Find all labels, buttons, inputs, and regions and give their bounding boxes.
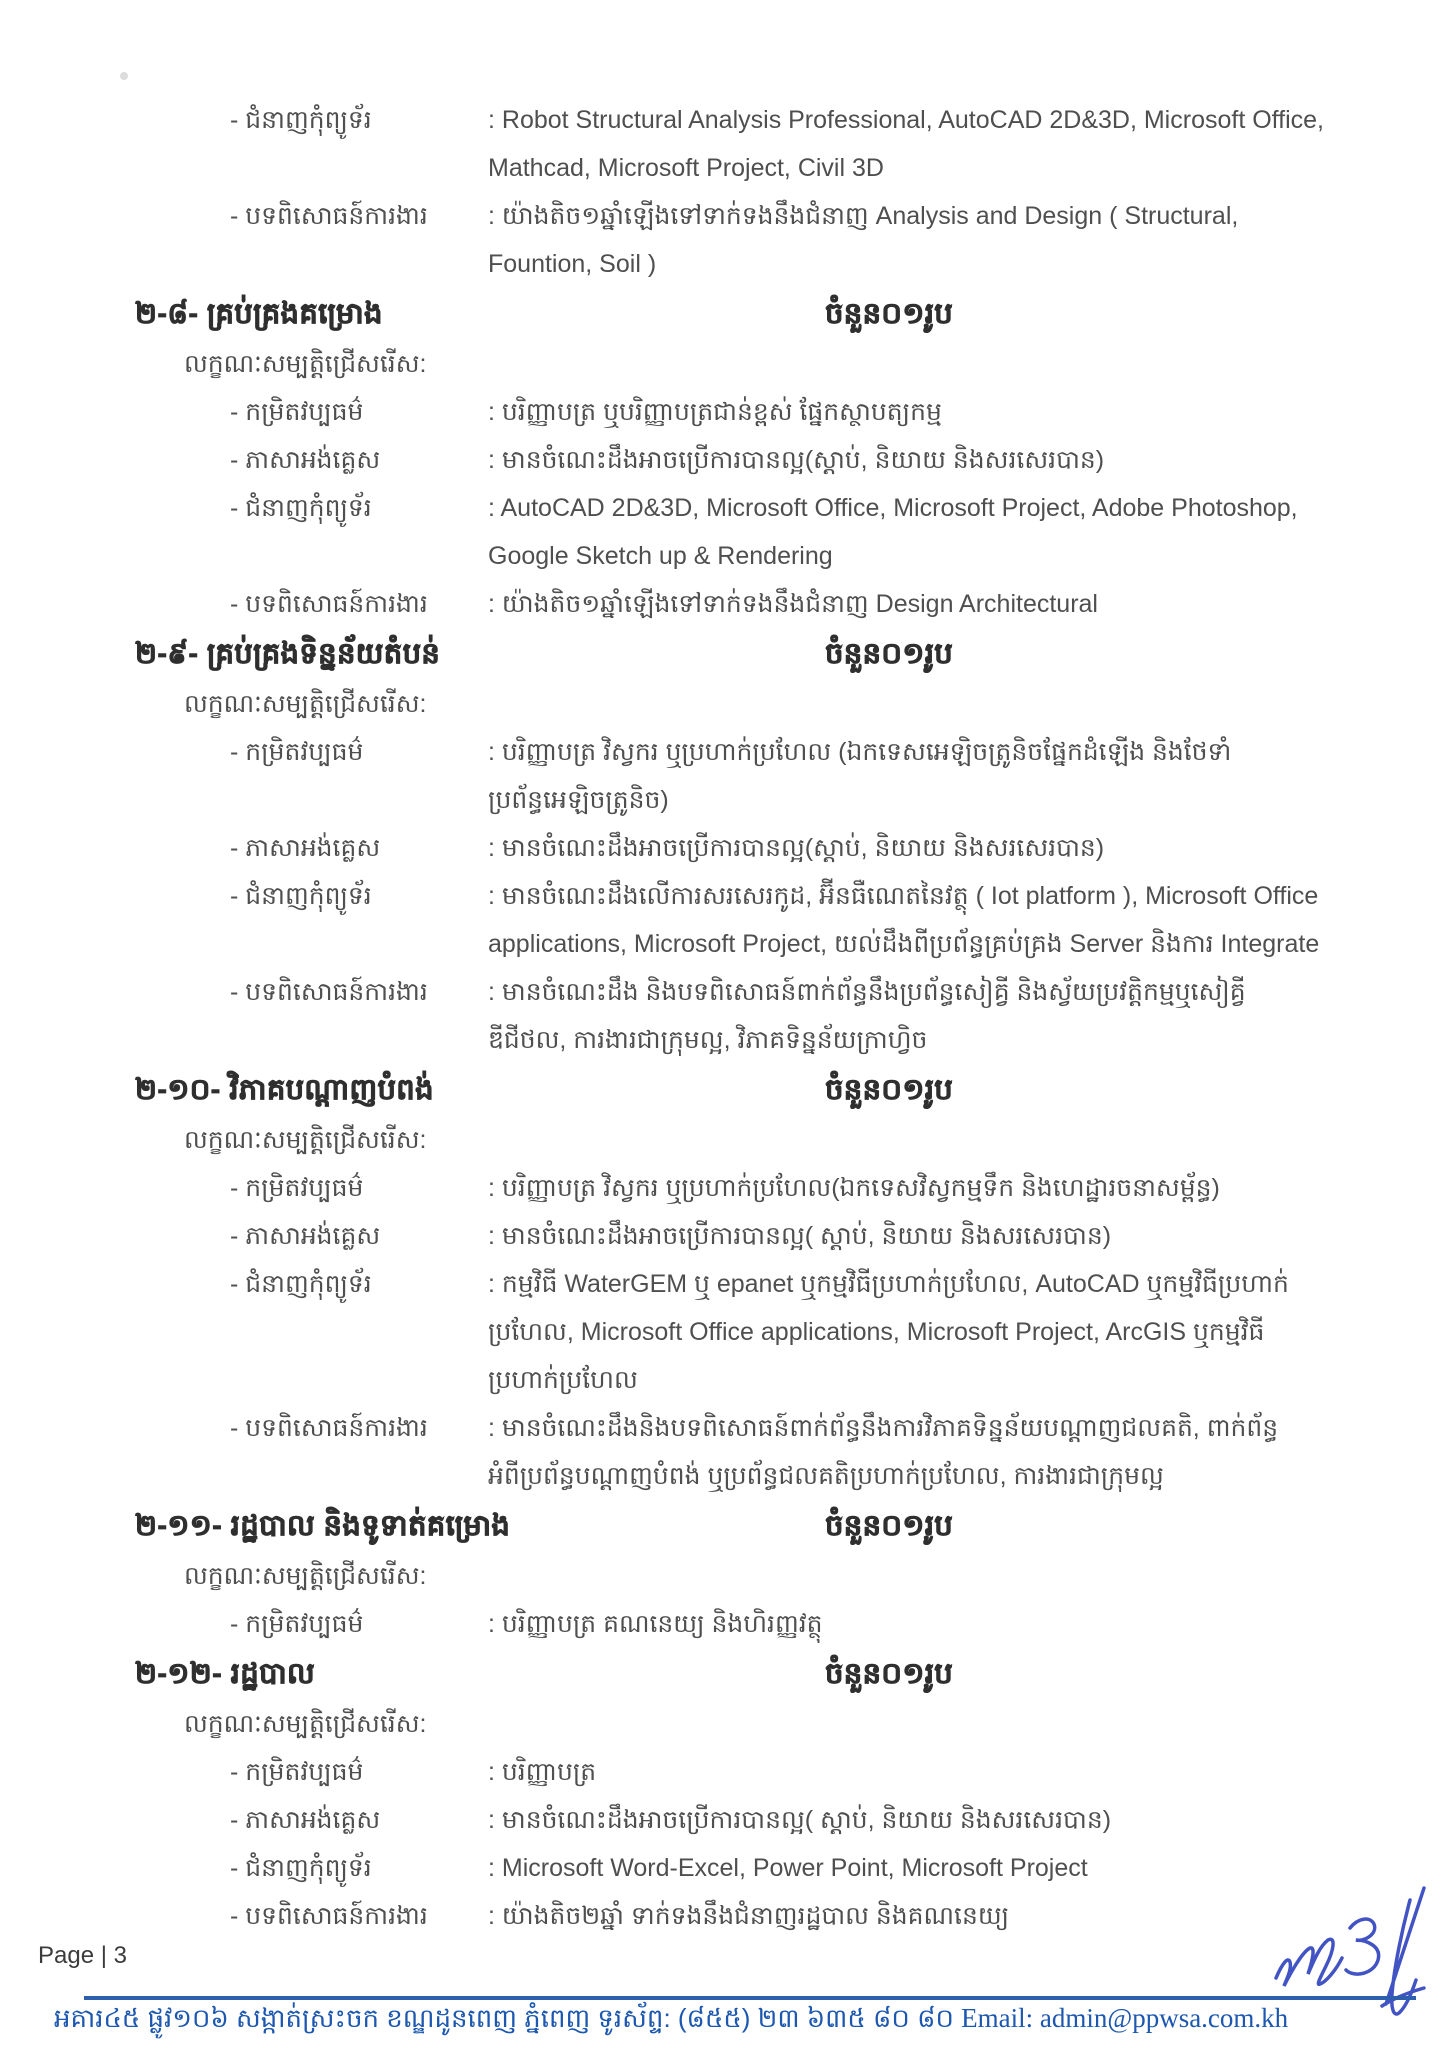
criteria-row [0,1700,1448,1748]
section-heading-row [0,1500,1448,1552]
content-rows [0,96,1448,1940]
field-row [0,96,1448,192]
field-row [0,1600,1448,1648]
field-row [0,1164,1448,1212]
field-row [0,1844,1448,1892]
field-label: - ជំនាញកុំព្យូទ័រ [230,882,372,910]
field-value [488,1260,1448,1404]
criteria-row [0,340,1448,388]
section-headcount: ចំនួន០១រូប [825,1658,954,1690]
field-label: - ភាសាអង់គ្លេស [230,1806,381,1834]
field-value [488,580,1448,628]
field-row [0,824,1448,872]
section-headcount: ចំនួន០១រូប [825,1510,954,1542]
field-label: - បទពិសោធន៍ការងារ [230,1902,428,1930]
field-value [488,1212,1448,1260]
field-label: - កម្រិតវប្បធម៌ [230,1610,364,1638]
field-label: - បទពិសោធន៍ការងារ [230,590,428,618]
field-value-line: : យ៉ាងតិច១ឆ្នាំឡើងទៅទាក់ទងនឹងជំនាញ Design Architectural [488,590,1098,618]
criteria-label: លក្ខណៈសម្បត្តិជ្រើសរើស: [184,1562,427,1590]
field-value-line: Mathcad, Microsoft Project, Civil 3D [488,154,884,182]
criteria-label: លក្ខណៈសម្បត្តិជ្រើសរើស: [184,690,427,718]
field-value-line: : មានចំណេះដឹងនិងបទពិសោធន៍ពាក់ព័ន្ធនឹងការវិភាគទិន្នន័យបណ្តាញជលគតិ, ពាក់ព័ន្ធ [488,1414,1279,1442]
field-value-line: : បរិញ្ញាបត្រ វិស្វករ ឬប្រហាក់ប្រហែល (ឯកទេសអេឡិចត្រូនិចផ្នែកដំឡើង និងថែទាំ [488,738,1232,766]
field-value-line: applications, Microsoft Project, យល់ដឹងពីប្រព័ន្ធគ្រប់គ្រង Server និងការ Integrate [488,930,1320,958]
section-heading-row [0,1648,1448,1700]
field-value [488,728,1448,824]
field-label: - ជំនាញកុំព្យូទ័រ [230,106,372,134]
section-title: ២-៨- គ្រប់គ្រងគម្រោង [135,298,383,330]
field-value-line: : យ៉ាងតិច២ឆ្នាំ ទាក់ទងនឹងជំនាញរដ្ឋបាល និងគណនេយ្យ [488,1902,1010,1930]
field-value [488,388,1448,436]
section-title: ២-១០- វិភាគបណ្តាញបំពង់ [135,1074,434,1106]
field-row [0,728,1448,824]
field-value-line: Fountion, Soil ) [488,250,657,278]
field-label: - បទពិសោធន៍ការងារ [230,1414,428,1442]
footer-email: Email: admin@ppwsa.com.kh [961,2003,1289,2033]
field-label: - ភាសាអង់គ្លេស [230,446,381,474]
field-value-line: : មានចំណេះដឹងអាចប្រើការបានល្អ( ស្តាប់, និយាយ និងសរសេរបាន) [488,1806,1112,1834]
field-value-line: : មានចំណេះដឹងអាចប្រើការបានល្អ(ស្តាប់, និយាយ និងសរសេរបាន) [488,446,1105,474]
field-value-line: ឌីជីថល, ការងារជាក្រុមល្អ, វិភាគទិន្នន័យក្រាហ្វិច [488,1026,928,1054]
field-label: - ជំនាញកុំព្យូទ័រ [230,494,372,522]
section-headcount: ចំនួន០១រូប [825,298,954,330]
field-value [488,1796,1448,1844]
field-label: - បទពិសោធន៍ការងារ [230,978,428,1006]
field-value [488,1748,1448,1796]
field-value-line: : បរិញ្ញាបត្រ [488,1758,597,1786]
field-row [0,580,1448,628]
field-row [0,484,1448,580]
field-value-line: : បរិញ្ញាបត្រ វិស្វករ ឬប្រហាក់ប្រហែល(ឯកទេសវិស្វកម្មទឹក និងហេដ្ឋារចនាសម្ព័ន្ធ) [488,1174,1220,1202]
section-headcount: ចំនួន០១រូប [825,638,954,670]
field-row [0,436,1448,484]
criteria-row [0,1116,1448,1164]
field-value-line: : បរិញ្ញាបត្រ គណនេយ្យ និងហិរញ្ញវត្ថុ [488,1610,823,1638]
footer-address [54,2002,1288,2040]
field-value-line: : AutoCAD 2D&3D, Microsoft Office, Microsoft Project, Adobe Photoshop, [488,494,1298,522]
criteria-label: លក្ខណៈសម្បត្តិជ្រើសរើស: [184,1126,427,1154]
section-title: ២-៩- គ្រប់គ្រងទិន្នន័យតំបន់ [135,638,441,670]
field-row [0,1892,1448,1940]
field-value-line: : មានចំណេះដឹងអាចប្រើការបានល្អ(ស្តាប់, និយាយ និងសរសេរបាន) [488,834,1105,862]
field-row [0,872,1448,968]
field-value-line: : កម្មវិធី WaterGEM ឬ epanet ឬកម្មវិធីប្រហាក់ប្រហែល, AutoCAD ឬកម្មវិធីប្រហាក់ [488,1270,1289,1298]
criteria-label: លក្ខណៈសម្បត្តិជ្រើសរើស: [184,1710,427,1738]
field-value-line: : មានចំណេះដឹង និងបទពិសោធន៍ពាក់ព័ន្ធនឹងប្រព័ន្ធសៀគ្វី និងស្វ័យប្រវត្តិកម្មឬសៀគ្វី [488,978,1246,1006]
field-value [488,968,1448,1064]
field-value-line: ប្រហាក់ប្រហែល [488,1366,638,1394]
field-value-line: : Robot Structural Analysis Professional, AutoCAD 2D&3D, Microsoft Office, [488,106,1324,134]
field-label: - ជំនាញកុំព្យូទ័រ [230,1270,372,1298]
field-value-line: : បរិញ្ញាបត្រ ឬបរិញ្ញាបត្រជាន់ខ្ពស់ ផ្នែកស្ថាបត្យកម្ម [488,398,942,426]
field-label: - កម្រិតវប្បធម៌ [230,1758,364,1786]
field-value-line: ប្រហែល, Microsoft Office applications, Microsoft Project, ArcGIS ឬកម្មវិធី [488,1318,1265,1346]
field-row [0,388,1448,436]
page-number: Page | 3 [38,1942,127,1969]
field-value-line: : មានចំណេះដឹងអាចប្រើការបានល្អ( ស្តាប់, និយាយ និងសរសេរបាន) [488,1222,1112,1250]
field-value [488,1164,1448,1212]
scan-artifact [120,72,128,80]
footer-divider [84,1996,1416,2000]
section-title: ២-១១- រដ្ឋបាល និងទូទាត់គម្រោង [135,1510,511,1542]
field-row [0,1796,1448,1844]
field-value-line: អំពីប្រព័ន្ធបណ្តាញបំពង់ ឬប្រព័ន្ធជលគតិប្រហាក់ប្រហែល, ការងារជាក្រុមល្អ [488,1462,1164,1490]
criteria-label: លក្ខណៈសម្បត្តិជ្រើសរើស: [184,350,427,378]
field-value [488,484,1448,580]
field-value [488,192,1448,288]
field-label: - កម្រិតវប្បធម៌ [230,1174,364,1202]
field-label: - ជំនាញកុំព្យូទ័រ [230,1854,372,1882]
field-row [0,1212,1448,1260]
field-row [0,1260,1448,1404]
section-headcount: ចំនួន០១រូប [825,1074,954,1106]
field-row [0,968,1448,1064]
footer-address-khmer: អគារ៤៥ ផ្លូវ១០៦ សង្កាត់ស្រះចក ខណ្ឌដូនពេញ ភ្នំពេញ ទូរស័ព្ទ: (៨៥៥) ២៣ ៦៣៥ ៨០ ៨០ [54,2003,962,2033]
field-value [488,96,1448,192]
criteria-row [0,680,1448,728]
field-value [488,824,1448,872]
section-title: ២-១២- រដ្ឋបាល [135,1658,316,1690]
field-label: - ភាសាអង់គ្លេស [230,1222,381,1250]
field-row [0,1748,1448,1796]
section-heading-row [0,628,1448,680]
field-value-line: : Microsoft Word-Excel, Power Point, Microsoft Project [488,1854,1088,1882]
section-heading-row [0,1064,1448,1116]
field-value [488,1600,1448,1648]
field-value [488,1404,1448,1500]
field-value [488,436,1448,484]
field-value-line: Google Sketch up & Rendering [488,542,833,570]
field-value-line: ប្រព័ន្ធអេឡិចត្រូនិច) [488,786,669,814]
signature-ink [1262,1882,1442,2042]
field-label: - ភាសាអង់គ្លេស [230,834,381,862]
field-value-line: : យ៉ាងតិច១ឆ្នាំឡើងទៅទាក់ទងនឹងជំនាញ Analysis and Design ( Structural, [488,202,1239,230]
field-row [0,1404,1448,1500]
field-value-line: : មានចំណេះដឹងលើការសរសេរកូដ, អ៊ីនធឺណេតនៃវត្ថុ ( Iot platform ), Microsoft Office [488,882,1319,910]
field-label: - កម្រិតវប្បធម៌ [230,738,364,766]
section-heading-row [0,288,1448,340]
field-row [0,192,1448,288]
field-label: - បទពិសោធន៍ការងារ [230,202,428,230]
field-value [488,872,1448,968]
field-label: - កម្រិតវប្បធម៌ [230,398,364,426]
criteria-row [0,1552,1448,1600]
